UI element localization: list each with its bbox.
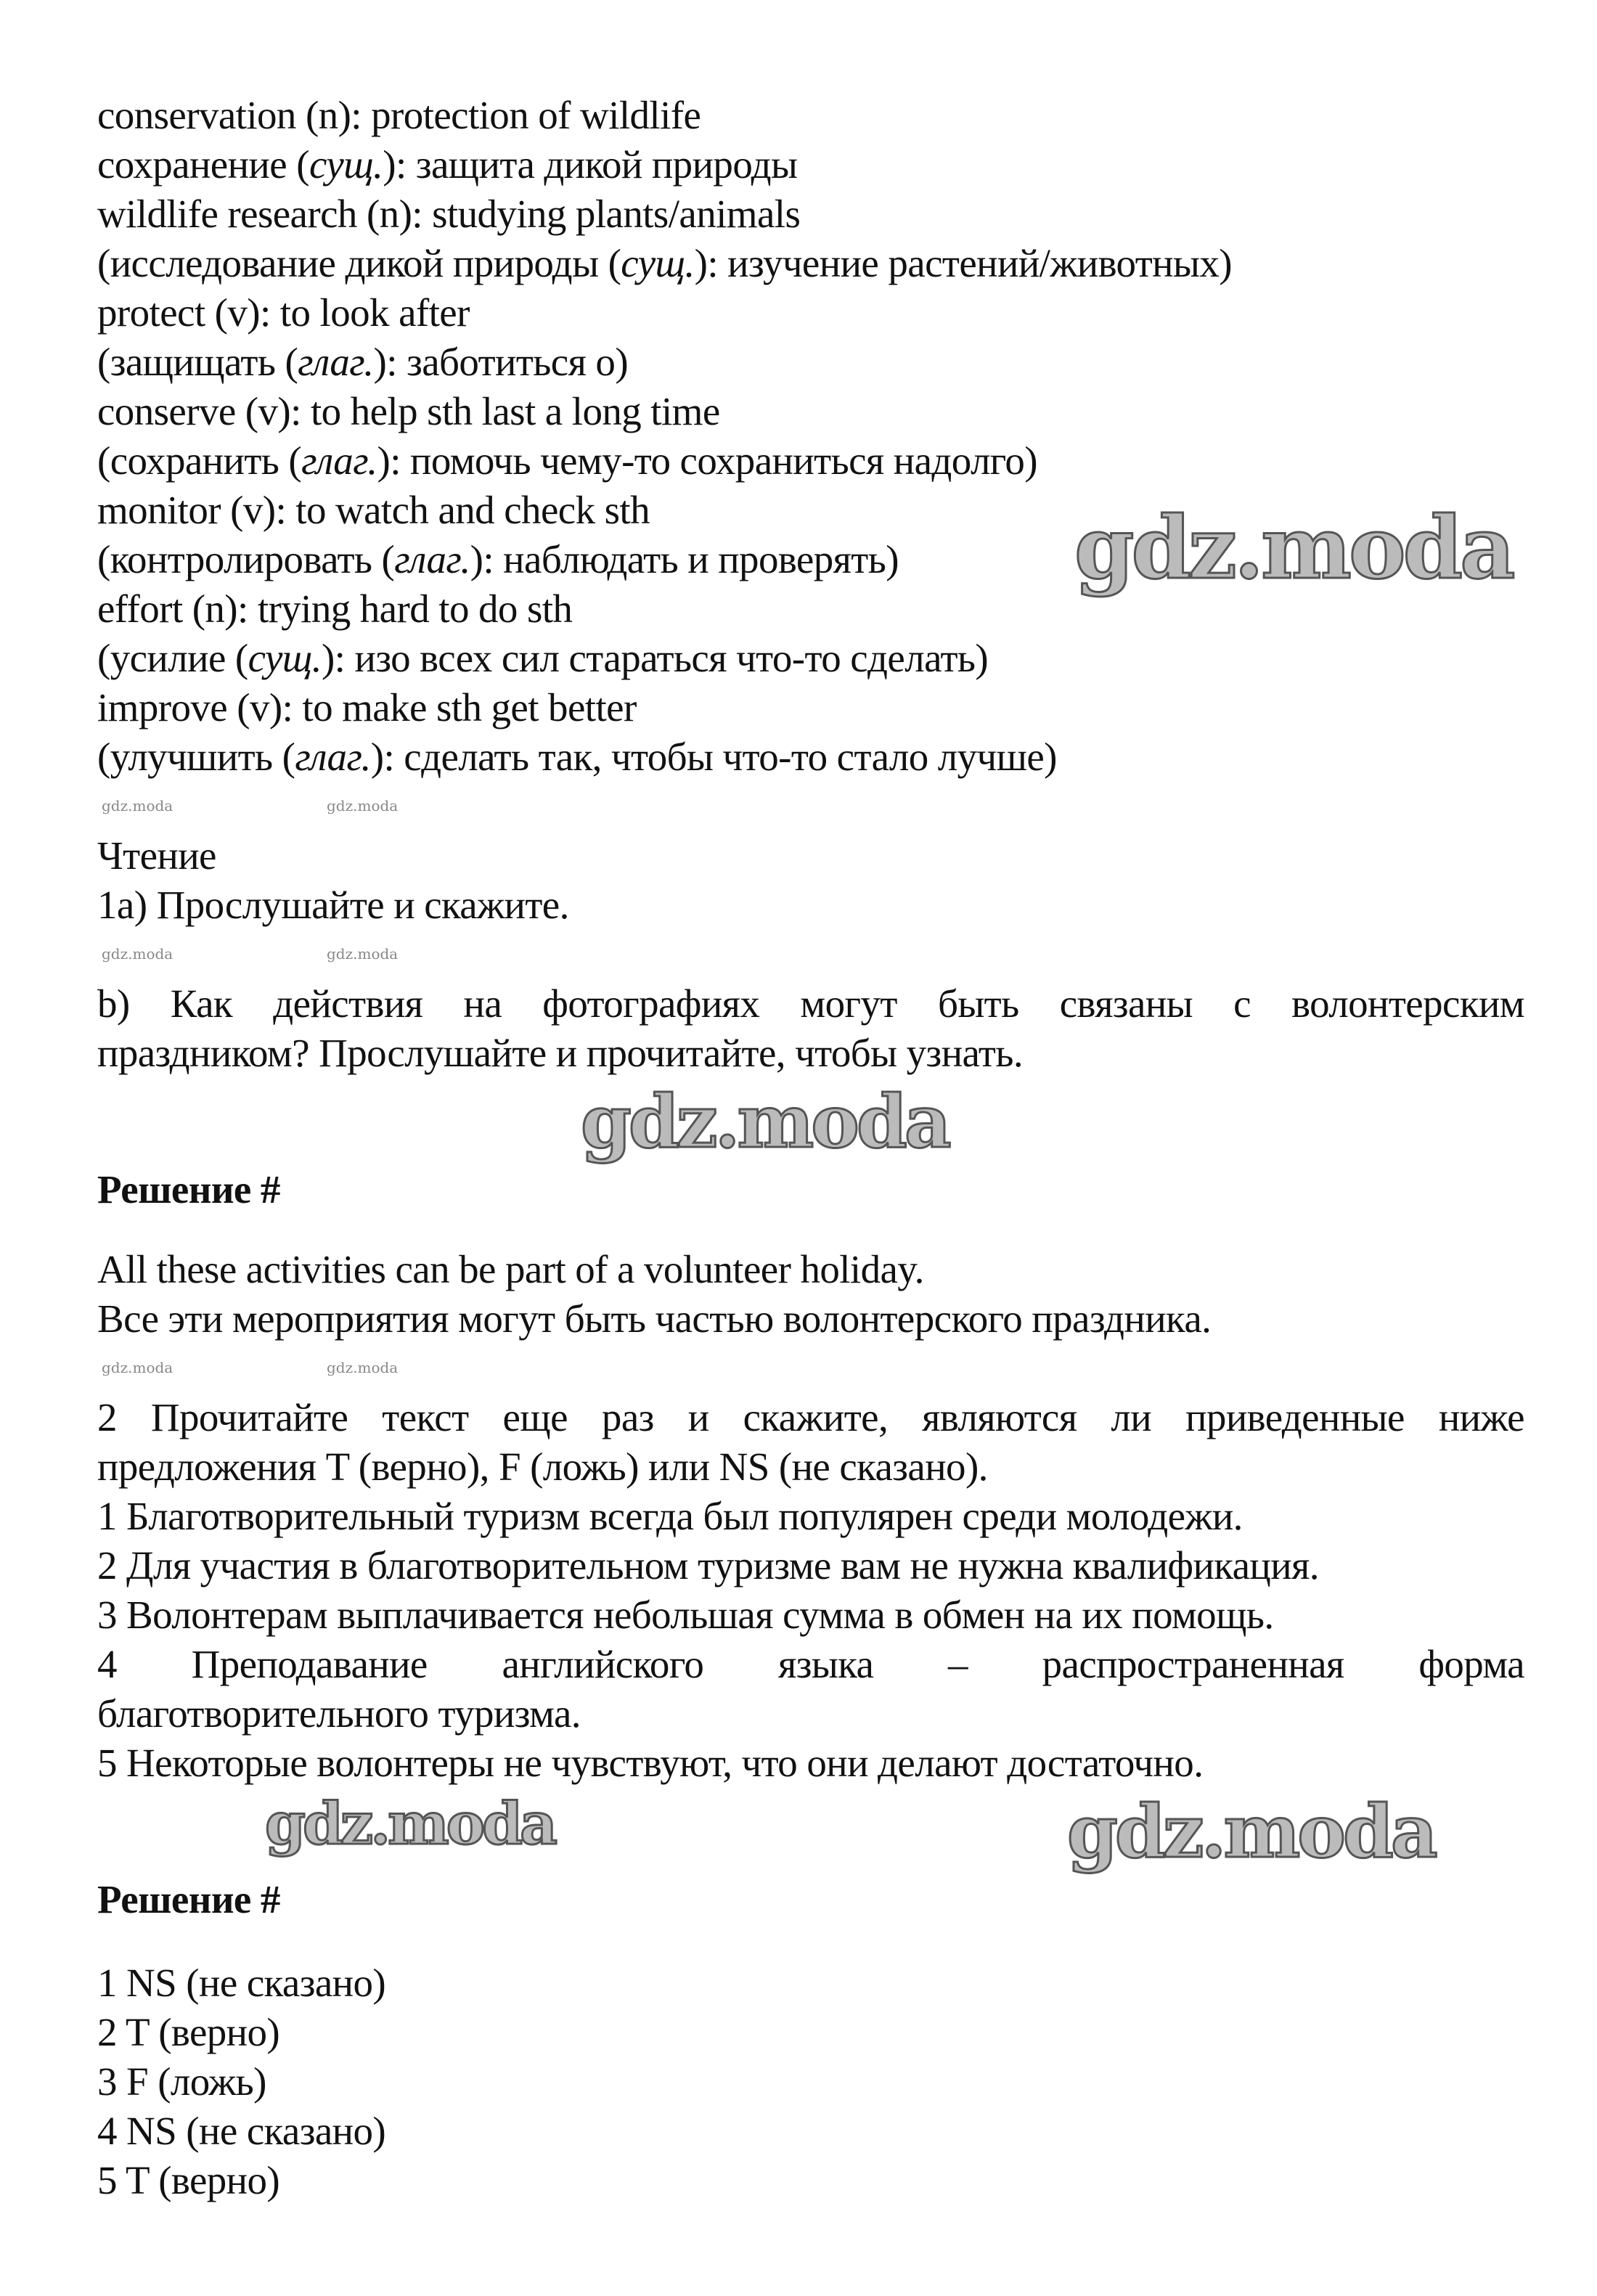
solution-text-ru: Все эти мероприятия могут быть частью волонтерского праздника.	[97, 1296, 1212, 1341]
watermark-small: gdz.moda	[102, 1359, 173, 1376]
vocab-text: ): помочь чему-то сохраниться надолго)	[377, 438, 1038, 483]
task-2-item: 4 Преподавание английского языка – распространенная форма	[97, 1642, 1524, 1686]
watermark-small: gdz.moda	[102, 945, 173, 963]
task-2-item: 3 Волонтерам выплачивается небольшая сумма в обмен на их помощь.	[97, 1593, 1274, 1637]
vocab-line: protect (v): to look after	[97, 290, 470, 335]
vocab-text: (улучшить (	[97, 735, 295, 779]
part-of-speech: сущ.	[309, 142, 383, 187]
vocab-line	[97, 732, 1524, 782]
watermark-small: gdz.moda	[327, 945, 399, 963]
vocab-text: (защищать (	[97, 340, 298, 384]
task-2-item: 1 Благотворительный туризм всегда был популярен среди молодежи.	[97, 1494, 1243, 1538]
vocab-line	[97, 436, 1524, 486]
part-of-speech: сущ.	[248, 636, 322, 680]
solution-heading: Решение #	[97, 1877, 280, 1921]
vocabulary-list	[97, 91, 1524, 782]
task-2-line: предложения T (верно), F (ложь) или NS (не сказано).	[97, 1445, 988, 1489]
vocab-text: (исследование дикой природы (	[97, 241, 621, 285]
watermark: gdz.moda	[581, 1079, 949, 1164]
answer-item: 2 T (верно)	[97, 2010, 280, 2054]
part-of-speech: глаг.	[301, 438, 377, 483]
part-of-speech: глаг.	[394, 537, 470, 581]
vocab-line: improve (v): to make sth get better	[97, 685, 637, 730]
vocab-line	[97, 239, 1524, 288]
watermark: gdz.moda	[1067, 1789, 1435, 1874]
vocab-text: ): сделать так, чтобы что-то стало лучше)	[370, 735, 1057, 779]
answer-item: 3 F (ложь)	[97, 2059, 266, 2104]
answer-item: 1 NS (не сказано)	[97, 1961, 386, 2005]
section-heading-reading: Чтение	[97, 833, 216, 878]
watermark: gdz.moda	[265, 1789, 555, 1858]
vocab-line: effort (n): trying hard to do sth	[97, 587, 573, 631]
vocab-text: ): защита дикой природы	[383, 142, 798, 187]
task-2-item: благотворительного туризма.	[97, 1691, 581, 1736]
vocab-line: monitor (v): to watch and check sth	[97, 488, 650, 532]
task-1a: 1a) Прослушайте и скажите.	[97, 883, 569, 927]
part-of-speech: сущ.	[621, 241, 695, 285]
vocab-line	[97, 338, 1524, 387]
task-2-item: 5 Некоторые волонтеры не чувствуют, что они делают достаточно.	[97, 1741, 1204, 1785]
solution-heading: Решение #	[97, 1167, 280, 1212]
watermark-small: gdz.moda	[327, 1359, 399, 1376]
answer-item: 4 NS (не сказано)	[97, 2109, 386, 2153]
vocab-line	[97, 634, 1524, 683]
watermark: gdz.moda	[1074, 497, 1513, 598]
vocab-line: conserve (v): to help sth last a long time	[97, 389, 720, 433]
vocab-text: (усилие (	[97, 636, 248, 680]
task-1b-line: праздником? Прослушайте и прочитайте, чтобы узнать.	[97, 1031, 1023, 1075]
vocab-text: ): изучение растений/животных)	[694, 241, 1232, 285]
watermark-small: gdz.moda	[102, 797, 173, 814]
solution-text-en: All these activities can be part of a volunteer holiday.	[97, 1247, 924, 1291]
task-2-line: 2 Прочитайте текст еще раз и скажите, являются ли приведенные ниже	[97, 1395, 1524, 1439]
task-1b-line: b) Как действия на фотографиях могут быть связаны с волонтерским	[97, 981, 1524, 1026]
answer-item: 5 T (верно)	[97, 2158, 280, 2202]
part-of-speech: глаг.	[298, 340, 374, 384]
vocab-text: ): наблюдать и проверять)	[470, 537, 899, 581]
watermark-small: gdz.moda	[327, 797, 399, 814]
vocab-line: wildlife research (n): studying plants/animals	[97, 192, 801, 236]
vocab-text: (сохранить (	[97, 438, 302, 483]
vocab-text: ): изо всех сил стараться что-то сделать)	[321, 636, 989, 680]
vocab-text: сохранение (	[97, 142, 309, 187]
vocab-line	[97, 140, 1524, 189]
vocab-text: (контролировать (	[97, 537, 395, 581]
vocab-line: conservation (n): protection of wildlife	[97, 93, 701, 137]
vocab-text: ): заботиться о)	[373, 340, 629, 384]
task-2-item: 2 Для участия в благотворительном туризме вам не нужна квалификация.	[97, 1543, 1319, 1588]
part-of-speech: глаг.	[295, 735, 371, 779]
